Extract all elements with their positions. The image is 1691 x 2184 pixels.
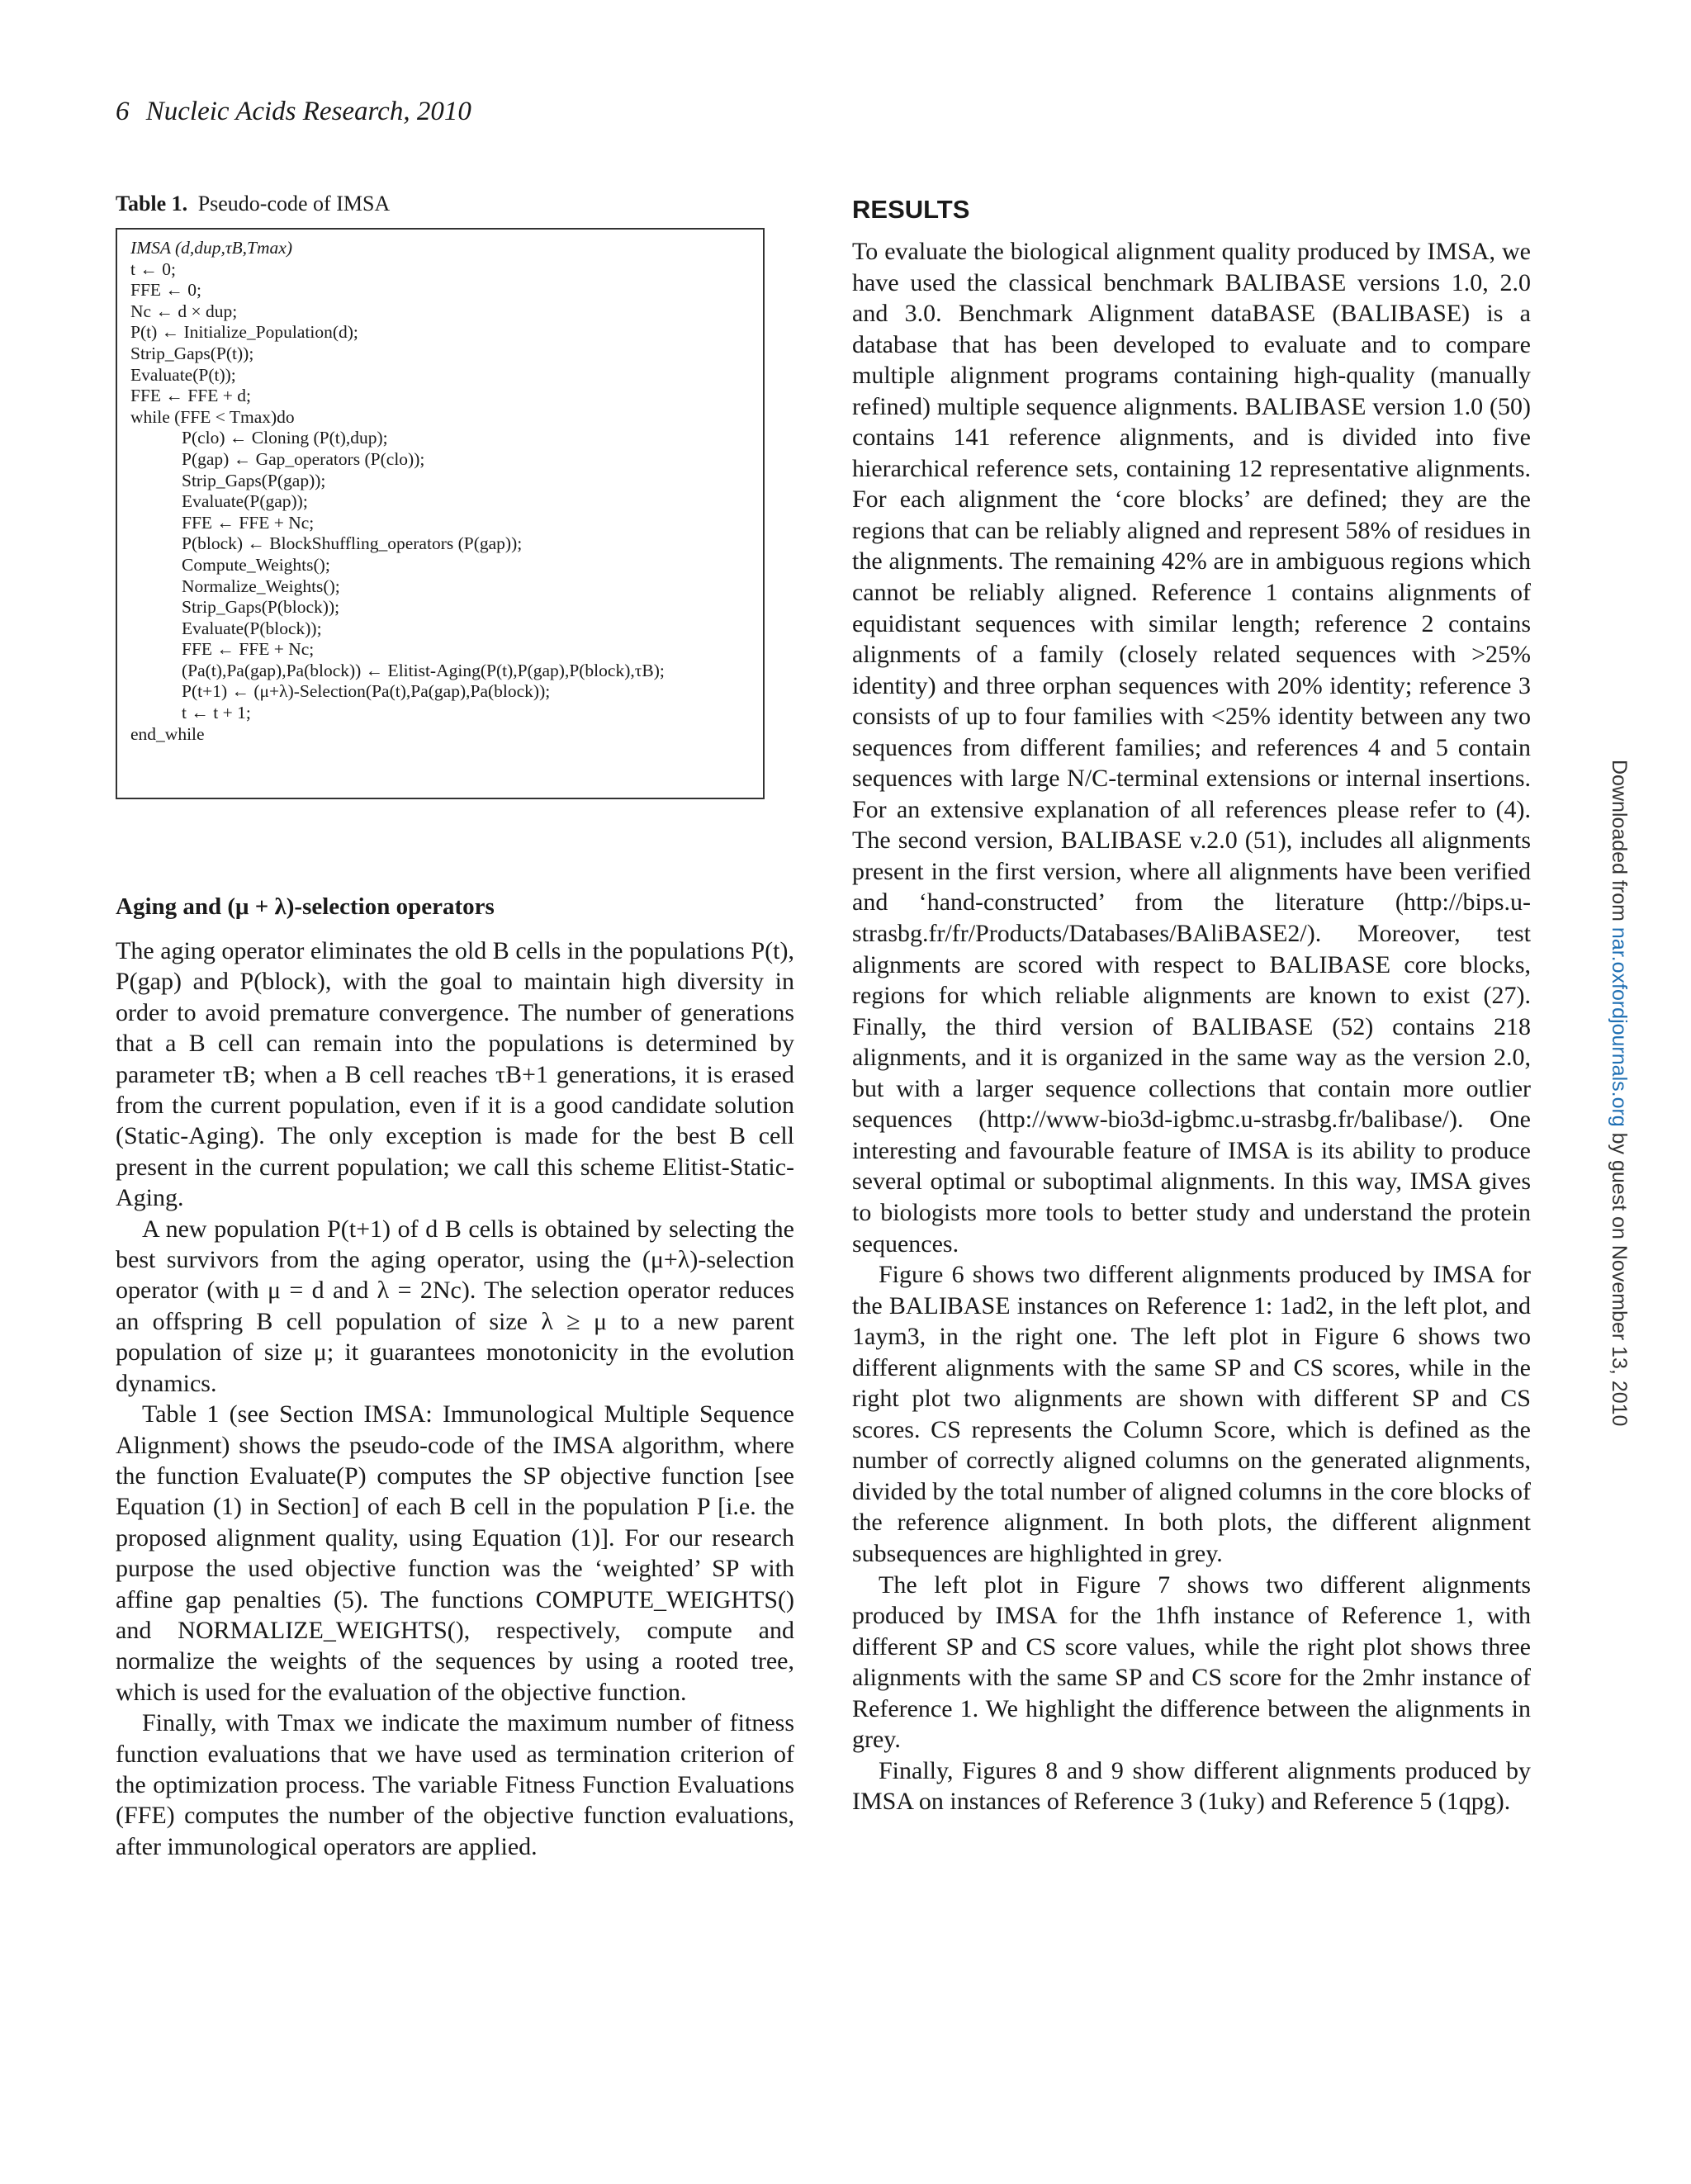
aging-section bbox=[116, 893, 794, 1862]
table-caption-text: Pseudo-code of IMSA bbox=[197, 192, 391, 216]
code-line: t ← t + 1; bbox=[182, 703, 251, 723]
paragraph: Finally, Figures 8 and 9 show different alignments produced by IMSA on instances of Reference 3 (1uky) and Reference 5 (1qpg). bbox=[852, 1756, 1531, 1816]
code-line: P(block) ← BlockShuffling_operators (P(gap)); bbox=[182, 533, 523, 554]
code-line: Nc ← d × dup; bbox=[130, 301, 238, 321]
code-line: P(t) ← Initialize_Population(d); bbox=[130, 322, 358, 343]
code-line: Evaluate(P(gap)); bbox=[182, 491, 308, 512]
code-line: P(clo) ← Cloning (P(t),dup); bbox=[182, 428, 388, 448]
code-line: (Pa(t),Pa(gap),Pa(block)) ← Elitist-Aging(P(t),P(gap),P(block),τB); bbox=[182, 660, 665, 680]
code-line: FFE ← 0; bbox=[130, 280, 202, 301]
code-line: FFE ← FFE + Nc; bbox=[182, 639, 315, 660]
code-line: Evaluate(P(t)); bbox=[130, 364, 236, 385]
download-stamp bbox=[1607, 760, 1631, 1426]
paragraph: Finally, with Tmax we indicate the maximum number of fitness function evaluations that we have used as termination criterion of the optimization process. The variable Fitness Function Evaluations (FFE) computes the number of the objective function evaluations, after immunological operators are applied. bbox=[116, 1709, 794, 1860]
results-section bbox=[852, 192, 1531, 1817]
running-header bbox=[116, 97, 471, 127]
left-column bbox=[116, 192, 794, 799]
paragraph: The left plot in Figure 7 shows two different alignments produced by IMSA for the 1hfh instance of Reference 1, with different SP and CS score values, while the right plot shows three alignments with the same SP and CS score for the 2mhr instance of Reference 1. We highlight the difference between the alignments in grey. bbox=[852, 1570, 1531, 1754]
code-line: Strip_Gaps(P(block)); bbox=[182, 597, 340, 618]
journal-link[interactable]: nar.oxfordjournals.org bbox=[1608, 926, 1631, 1127]
code-line: end_while bbox=[130, 723, 205, 744]
code-line: Strip_Gaps(P(t)); bbox=[130, 343, 254, 363]
stamp-suffix: by guest on November 13, 2010 bbox=[1608, 1126, 1631, 1427]
table-label: Table 1. bbox=[116, 192, 188, 216]
paragraph: Figure 6 shows two different alignments produced by IMSA for the BALIBASE instances on Reference 1: 1ad2, in the left plot, and 1aym3, in the right one. The left plot in Figure 6 shows two different alignments with the same SP and CS scores, while in the right plot two alignments are shown with different SP and CS scores. CS represents the Column Score, which is defined as the number of correctly aligned columns on the generated alignments, divided by the total number of aligned columns in the core blocks of the reference alignment. In both plots, the different alignment subsequences are highlighted in grey. bbox=[852, 1261, 1531, 1567]
stamp-prefix: Downloaded from bbox=[1608, 760, 1631, 927]
code-line: Compute_Weights(); bbox=[182, 554, 330, 575]
code-line: Normalize_Weights(); bbox=[182, 576, 340, 596]
journal-title: Nucleic Acids Research, 2010 bbox=[145, 97, 471, 126]
page-number: 6 bbox=[116, 97, 130, 126]
code-line: IMSA (d,dup,τB,Tmax) bbox=[130, 238, 292, 258]
code-line: Strip_Gaps(P(gap)); bbox=[182, 470, 326, 490]
paragraph: To evaluate the biological alignment quality produced by IMSA, we have used the classical benchmark BALIBASE versions 1.0, 2.0 and 3.0. Benchmark Alignment dataBASE (BALIBASE) is a database that has been developed to evaluate and to compare multiple alignment programs containing high-quality (manually refined) multiple sequence alignments. BALIBASE version 1.0 (50) contains 141 reference alignments, and is divided into five hierarchical reference sets, containing 12 representative alignments. For each alignment the ‘core blocks’ are defined; they are the regions that can be reliably aligned and represent 58% of residues in the alignments. The remaining 42% are in ambiguous regions which cannot be reliably aligned. Reference 1 contains alignments of equidistant sequences with similar length; reference 2 contains alignments of a family (closely related sequences with >25% identity) and three orphan sequences with 20% identity; reference 3 consists of up to four families with <25% identity between any two sequences from different families; and references 4 and 5 contain sequences with large N/C-terminal extensions or internal insertions. For an extensive explanation of all references please refer to (4). The second version, BALIBASE v.2.0 (51), includes all alignments present in the first version, where all alignments have been verified and ‘hand-constructed’ from the literature (http://bips.u-strasbg.fr/fr/Products/Databases/BAliBASE2/). Moreover, test alignments are scored with respect to BALIBASE core blocks, regions for which reliable alignments are known to exist (27). Finally, the third version of BALIBASE (52) contains 218 alignments, and it is organized in the same way as the version 2.0, but with a larger sequence collections that contain more outlier sequences (http://www-bio3d-igbmc.u-strasbg.fr/balibase/). One interesting and favourable feature of IMSA is its ability to produce several optimal or suboptimal alignments. In this way, IMSA gives to biologists more tools to better study and understand the protein sequences. bbox=[852, 238, 1531, 1258]
table-caption bbox=[116, 192, 794, 216]
paragraph: Table 1 (see Section IMSA: Immunological Multiple Sequence Alignment) shows the pseudo-code of the IMSA algorithm, where the function Evaluate(P) computes the SP objective function [see Equation (1) in Section] of each B cell in the population P [i.e. the proposed alignment quality, using Equation (1)]. For our research purpose the used objective function was the ‘weighted’ SP with affine gap penalties (5). The functions COMPUTE_WEIGHTS() and NORMALIZE_WEIGHTS(), respectively, compute and normalize the weights of the sequences by using a rooted tree, which is used for the evaluation of the objective function. bbox=[116, 1400, 794, 1706]
code-line: P(gap) ← Gap_operators (P(clo)); bbox=[182, 448, 425, 469]
code-line: while (FFE < Tmax)do bbox=[130, 406, 295, 427]
code-line: Evaluate(P(block)); bbox=[182, 618, 322, 638]
paragraph: The aging operator eliminates the old B cells in the populations P(t), P(gap) and P(block), with the goal to maintain high diversity in order to avoid premature convergence. The number of generations that a B cell can remain into the populations is determined by parameter τB; when a B cell reaches τB+1 generations, it is erased from the current population, even if it is a good candidate solution (Static-Aging). The only exception is made for the best B cell present in the current population; we call this scheme Elitist-Static-Aging. bbox=[116, 937, 794, 1212]
section-heading: Aging and (μ + λ)-selection operators bbox=[116, 893, 495, 920]
code-line: P(t+1) ← (μ+λ)-Selection(Pa(t),Pa(gap),Pa(block)); bbox=[182, 681, 551, 702]
pseudo-code-box bbox=[116, 228, 765, 799]
code-line: FFE ← FFE + Nc; bbox=[182, 512, 315, 533]
results-heading: RESULTS bbox=[852, 195, 970, 224]
paragraph: A new population P(t+1) of d B cells is obtained by selecting the best survivors from the aging operator, using the (μ+λ)-selection operator (with μ = d and λ = 2Nc). The selection operator reduces an offspring B cell population of size λ ≥ μ to a new parent population of size μ; it guarantees monotonicity in the evolution dynamics. bbox=[116, 1215, 794, 1397]
code-line: FFE ← FFE + d; bbox=[130, 386, 251, 406]
code-line: t ← 0; bbox=[130, 258, 176, 279]
